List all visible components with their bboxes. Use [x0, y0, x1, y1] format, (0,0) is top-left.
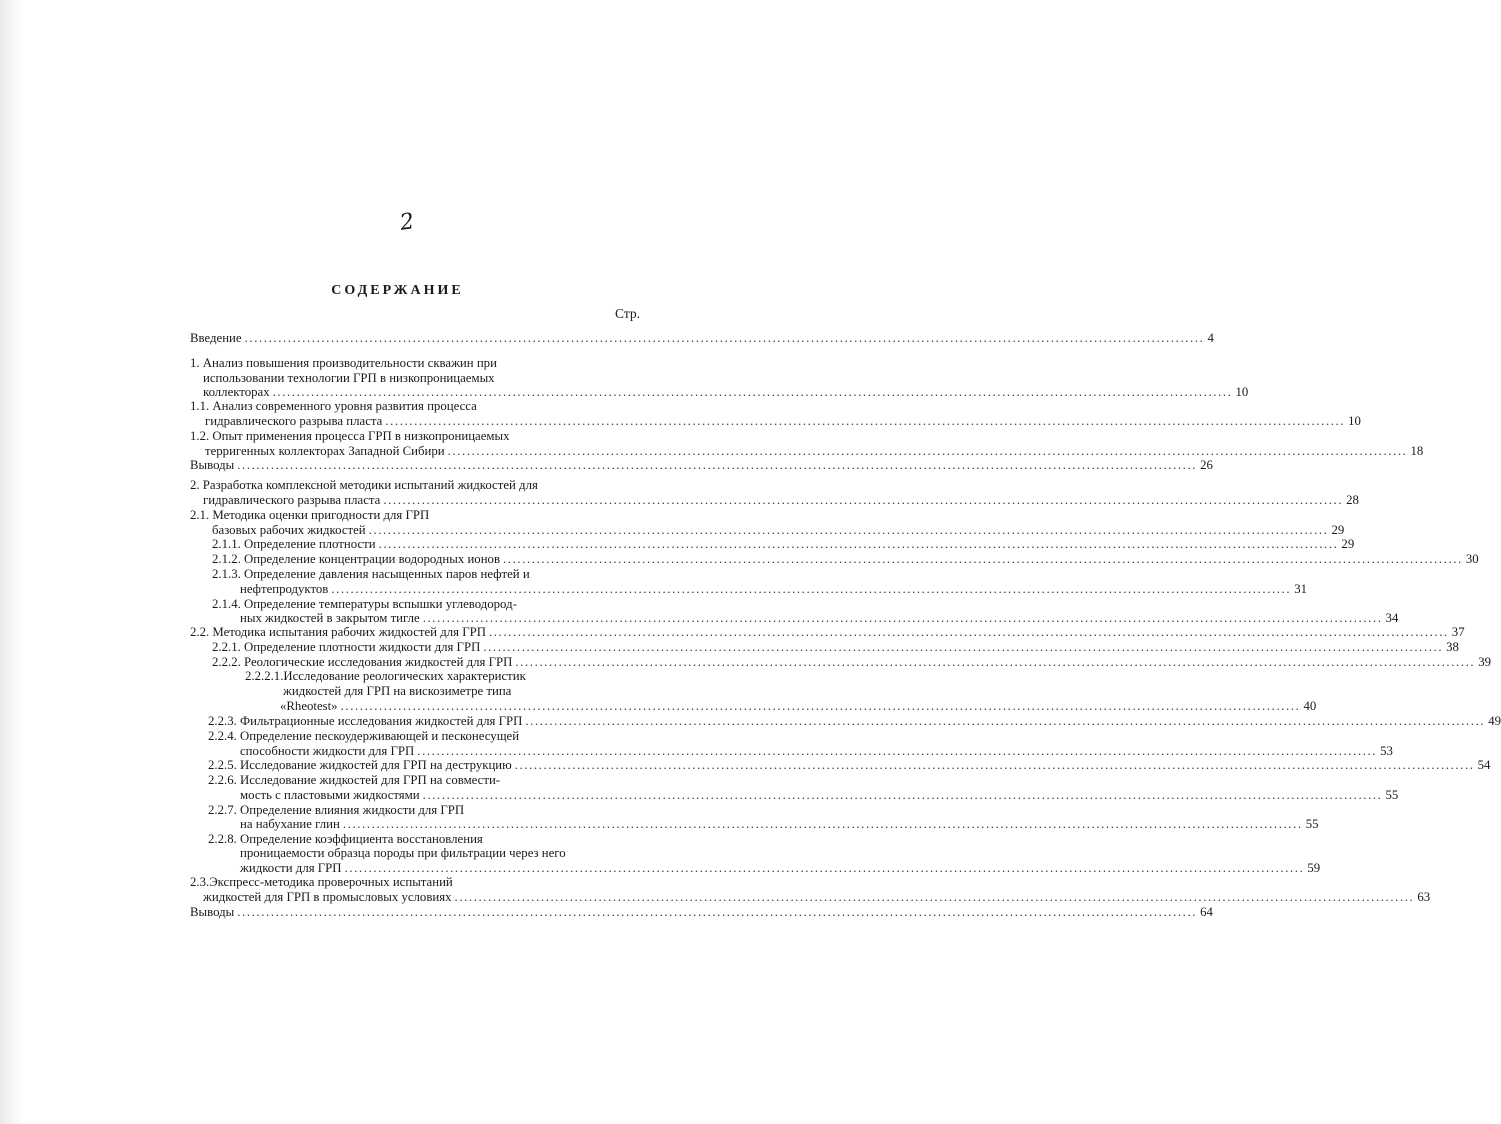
- toc-entry-page: 31: [1294, 582, 1307, 596]
- toc-entry: [190, 330, 1214, 346]
- dot-leader: ........................................................................................................................................................................................................: [383, 493, 1344, 507]
- toc-entry-text: 2.2.3. Фильтрационные исследования жидкостей для ГРП: [208, 714, 523, 728]
- toc-entry-page: 28: [1346, 493, 1359, 507]
- toc-entry-text: 2.1.4. Определение температуры вспышки углеводород-: [212, 597, 517, 611]
- toc-entry-page: 38: [1446, 640, 1459, 654]
- toc-entry-page: 4: [1207, 331, 1214, 345]
- toc-entry: [240, 787, 1399, 803]
- dot-leader: ........................................................................................................................................................................................................: [503, 552, 1463, 566]
- toc-entry-page: 29: [1341, 537, 1355, 551]
- dot-leader: ........................................................................................................................................................................................................: [422, 788, 1383, 802]
- toc-entry: [203, 492, 1359, 508]
- toc-entry: [190, 398, 477, 414]
- handwritten-page-number: 2: [398, 209, 416, 236]
- toc-entry-text: Введение: [190, 331, 242, 345]
- toc-entry-text: базовых рабочих жидкостей: [212, 523, 366, 537]
- toc-entry-text: «Rheotest»: [280, 699, 338, 713]
- toc-entry-text: терригенных коллекторах Западной Сибири: [205, 444, 445, 458]
- toc-entry-page: 63: [1417, 890, 1431, 904]
- toc-entry-text: жидкостей для ГРП в промысловых условиях: [203, 890, 452, 904]
- toc-entry-text: Выводы: [190, 905, 235, 919]
- toc-entry-page: 53: [1380, 744, 1393, 758]
- toc-entry-text: 2.2.7. Определение влияния жидкости для ГРП: [208, 803, 465, 817]
- toc-entry: [240, 581, 1307, 597]
- toc-entry: [208, 728, 519, 744]
- toc-entry-text: мость с пластовыми жидкостями: [240, 788, 420, 802]
- toc-entry-text: 2.2.8. Определение коэффициента восстановления: [208, 832, 483, 846]
- toc-entry-text: 2.1.3. Определение давления насыщенных паров нефтей и: [212, 567, 530, 581]
- dot-leader: ........................................................................................................................................................................................................: [515, 655, 1476, 669]
- toc-entry-page: 39: [1478, 655, 1492, 669]
- dot-leader: ........................................................................................................................................................................................................: [340, 699, 1301, 713]
- toc-entry-page: 55: [1305, 817, 1319, 831]
- toc-entry-text: 2.2.4. Определение пескоудерживающей и песконесущей: [208, 729, 520, 743]
- toc-entry-text: нефтепродуктов: [240, 582, 329, 596]
- dot-leader: ........................................................................................................................................................................................................: [378, 537, 1339, 551]
- toc-entry-page: 10: [1348, 414, 1361, 428]
- toc-entry-text: 2. Разработка комплексной методики испытаний жидкостей для: [190, 478, 538, 492]
- toc-entry-page: 40: [1303, 699, 1317, 713]
- toc-entry-page: 29: [1331, 523, 1345, 537]
- toc-entry-text: гидравлического разрыва пласта: [203, 493, 381, 507]
- toc-entry-text: 2.2. Методика испытания рабочих жидкостей для ГРП: [190, 625, 486, 639]
- toc-entry-text: на набухание глин: [240, 817, 340, 831]
- toc-entry: [190, 874, 453, 890]
- toc-entry: [190, 428, 510, 444]
- toc-entry-text: использовании технологии ГРП в низкопроницаемых: [203, 371, 495, 385]
- dot-leader: ........................................................................................................................................................................................................: [525, 714, 1486, 728]
- toc-entry: [245, 668, 526, 684]
- toc-entry-text: 1.1. Анализ современного уровня развития процесса: [190, 399, 477, 413]
- dot-leader: ........................................................................................................................................................................................................: [422, 611, 1383, 625]
- toc-entry-text: 1. Анализ повышения производительности скважин при: [190, 356, 497, 370]
- dot-leader: ........................................................................................................................................................................................................: [385, 414, 1346, 428]
- toc-entry: [240, 845, 566, 861]
- dot-leader: ........................................................................................................................................................................................................: [488, 625, 1449, 639]
- toc-entry-text: 2.1.1. Определение плотности: [212, 537, 376, 551]
- dot-leader: ........................................................................................................................................................................................................: [237, 905, 1198, 919]
- toc-entry-text: 2.1.2. Определение концентрации водородных ионов: [212, 552, 500, 566]
- toc-entry-page: 34: [1385, 611, 1399, 625]
- toc-entry-text: 2.2.2. Реологические исследования жидкостей для ГРП: [212, 655, 513, 669]
- toc-entry: [190, 507, 429, 523]
- toc-entry: [190, 457, 1213, 473]
- page-title: СОДЕРЖАНИЕ: [331, 283, 464, 298]
- toc-entry: [283, 683, 511, 699]
- dot-leader: ........................................................................................................................................................................................................: [417, 744, 1378, 758]
- toc-entry-text: 2.2.2.1.Исследование реологических характеристик: [245, 669, 526, 683]
- dot-leader: ........................................................................................................................................................................................................: [447, 444, 1408, 458]
- toc-entry-text: гидравлического разрыва пласта: [205, 414, 383, 428]
- toc-entry: [212, 536, 1355, 552]
- dot-leader: ........................................................................................................................................................................................................: [342, 817, 1303, 831]
- toc-entry: [190, 355, 497, 371]
- toc-entry-text: Выводы: [190, 458, 235, 472]
- toc-entry-text: жидкости для ГРП: [240, 861, 342, 875]
- toc-entry-page: 49: [1488, 714, 1501, 728]
- dot-leader: ........................................................................................................................................................................................................: [483, 640, 1444, 654]
- toc-entry-page: 26: [1200, 458, 1213, 472]
- toc-entry-page: 59: [1307, 861, 1321, 875]
- toc-entry: [190, 624, 1465, 640]
- toc-entry-page: 64: [1200, 905, 1213, 919]
- toc-entry-text: 2.1. Методика оценки пригодности для ГРП: [190, 508, 430, 522]
- toc-entry-text: 2.3.Экспресс-методика проверочных испытаний: [190, 875, 453, 889]
- toc-entry: [212, 639, 1459, 655]
- toc-entry-text: жидкостей для ГРП на вискозиметре типа: [283, 684, 512, 698]
- toc-entry-page: 18: [1410, 444, 1424, 458]
- dot-leader: ........................................................................................................................................................................................................: [237, 458, 1198, 472]
- toc-entry: [240, 816, 1319, 832]
- toc-entry-page: 37: [1451, 625, 1465, 639]
- toc-entry-text: 2.2.6. Исследование жидкостей для ГРП на совмести-: [208, 773, 501, 787]
- toc-entry-text: ных жидкостей в закрытом тигле: [240, 611, 420, 625]
- dot-leader: ........................................................................................................................................................................................................: [344, 861, 1305, 875]
- toc-entry: [208, 772, 500, 788]
- toc-entry: [208, 713, 1501, 729]
- toc-entry: [280, 698, 1317, 714]
- toc-entry: [212, 551, 1479, 567]
- dot-leader: ........................................................................................................................................................................................................: [244, 331, 1205, 345]
- dot-leader: ........................................................................................................................................................................................................: [454, 890, 1415, 904]
- toc-entry: [205, 413, 1361, 429]
- toc-entry-page: 10: [1235, 385, 1249, 399]
- dot-leader: ........................................................................................................................................................................................................: [514, 758, 1475, 772]
- dot-leader: ........................................................................................................................................................................................................: [272, 385, 1233, 399]
- toc-entry-text: 2.2.1. Определение плотности жидкости для ГРП: [212, 640, 481, 654]
- page-column-label: Стр.: [615, 306, 641, 321]
- toc-entry: [190, 477, 538, 493]
- toc-entry-text: способности жидкости для ГРП: [240, 744, 415, 758]
- toc-entry-text: 2.2.5. Исследование жидкостей для ГРП на деструкцию: [208, 758, 512, 772]
- toc-entry-text: коллекторах: [203, 385, 270, 399]
- toc-entry-page: 30: [1465, 552, 1479, 566]
- dot-leader: ........................................................................................................................................................................................................: [331, 582, 1292, 596]
- toc-entry: [212, 566, 530, 582]
- dot-leader: ........................................................................................................................................................................................................: [368, 523, 1329, 537]
- toc-entry: [208, 757, 1491, 773]
- toc-entry-text: 1.2. Опыт применения процесса ГРП в низкопроницаемых: [190, 429, 510, 443]
- toc-entry-page: 55: [1385, 788, 1399, 802]
- toc-entry-text: проницаемости образца породы при фильтрации через него: [240, 846, 566, 860]
- toc-entry: [203, 889, 1431, 905]
- toc-entry-page: 54: [1477, 758, 1491, 772]
- toc-entry: [190, 904, 1213, 920]
